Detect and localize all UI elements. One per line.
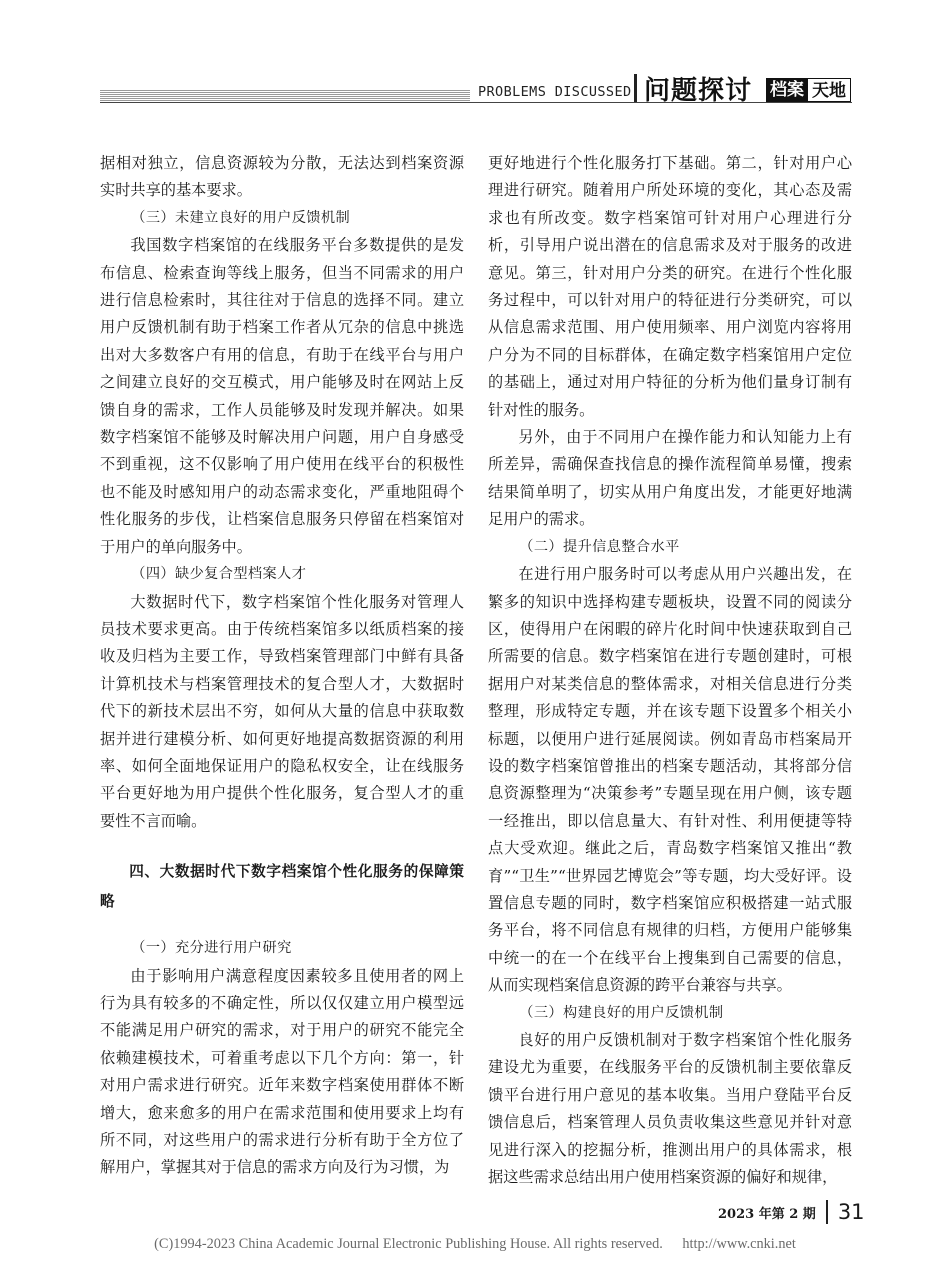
right-column xyxy=(488,150,852,1191)
journal-logo xyxy=(766,78,851,102)
footer-divider xyxy=(826,1200,828,1224)
paragraph: 更好地进行个性化服务打下基础。第二，针对用户心理进行研究。随着用户所处环境的变化，其心态及需求也有所改变。数字档案馆可针对用户心理进行分析，引导用户说出潜在的信息需求及对于服务的改进意见。第三，针对用户分类的研究。在进行个性化服务过程中，可以针对用户的特征进行分类研究，可以从信息需求范围、用户使用频率、用户浏览内容将用户分为不同的目标群体，在确定数字档案馆用户定位的基础上，通过对用户特征的分析为他们量身订制有针对性的服务。 xyxy=(488,154,852,419)
journal-logo-right: 天地 xyxy=(808,78,851,102)
spacer xyxy=(100,835,464,857)
header-english-title: PROBLEMS DISCUSSED xyxy=(478,84,632,100)
paragraph: 在进行用户服务时可以考虑从用户兴趣出发，在繁多的知识中选择构建专题板块，设置不同的阅读分区，使得用户在闲暇的碎片化时间中快速获取到自己所需要的信息。数字档案馆在进行专题创建时，可根据用户对某类信息的整体需求，对相关信息进行分类整理，形成特定专题，并在该专题下设置多个相关小标题，以便用户进行延展阅读。例如青岛市档案局开设的数字档案馆曾推出的档案专题活动，其将部分信息资源整理为“决策参考”专题呈现在用户侧，该专题一经推出，即以信息量大、有针对性、利用便捷等特点大受欢迎。继此之后，青岛数字档案馆又推出“教育”“卫生”“世界园艺博览会”等专题，均大受好评。设置信息专题的同时，数字档案馆应积极搭建一站式服务平台，将不同信息有规律的归档，方便用户能够集中统一的在一个在线平台上搜集到自己需要的信息，从而实现档案信息资源的跨平台兼容与共享。 xyxy=(488,565,852,995)
paragraph: 我国数字档案馆的在线服务平台多数提供的是发布信息、检索查询等线上服务，但当不同需求的用户进行信息检索时，其往往对于信息的选择不同。建立用户反馈机制有助于档案工作者从冗杂的信息中挑选出对大多数客户有用的信息，有助于在线平台与用户之间建立良好的交互模式，用户能够及时在网站上反馈自身的需求，工作人员能够及时发现并解决。如果数字档案馆不能够及时解决用户问题，用户自身感受不到重视，这不仅影响了用户使用在线平台的积极性也不能及时感知用户的动态需求变化，严重地阻碍个性化服务的步伐，让档案信息服务只停留在档案馆对于用户的单向服务中。 xyxy=(100,236,464,556)
paragraph: 由于影响用户满意程度因素较多且使用者的网上行为具有较多的不确定性，所以仅仅建立用户模型远不能满足用户研究的需求，对于用户的研究不能完全依赖建模技术，可着重考虑以下几个方向：第一，针对用户需求进行研究。近年来数字档案使用群体不断增大，愈来愈多的用户在需求范围和使用要求上均有所不同，对这些用户的需求进行分析有助于全方位了解用户，掌握其对于信息的需求方向及行为习惯，为 xyxy=(100,966,464,1177)
subheading: （二）提升信息整合水平 xyxy=(519,538,680,555)
copyright-notice: (C)1994-2023 China Academic Journal Electronic Publishing House. All rights reserved. xyxy=(154,1236,663,1252)
journal-logo-left: 档案 xyxy=(766,78,808,102)
paragraph: 据相对独立，信息资源较为分散，无法达到档案资源实时共享的基本要求。 xyxy=(100,154,464,200)
subheading: （一）充分进行用户研究 xyxy=(131,940,292,957)
paragraph: 另外，由于不同用户在操作能力和认知能力上有所差异，需确保查找信息的操作流程简单易懂，搜索结果简单明了，切实从用户角度出发，才能更好地满足用户的需求。 xyxy=(488,428,852,529)
header-divider xyxy=(634,74,637,102)
paragraph: 良好的用户反馈机制对于数字档案馆个性化服务建设尤为重要，在线服务平台的反馈机制主要依靠反馈平台进行用户意见的基本收集。当用户登陆平台反馈信息后，档案管理人员负责收集这些意见并针对意见进行深入的挖掘分析，推测出用户的具体需求，根据这些需求总结出用户使用档案资源的偏好和规律， xyxy=(488,1031,852,1187)
header-section-title: 问题探讨 xyxy=(644,76,753,106)
subheading: （三）构建良好的用户反馈机制 xyxy=(519,1004,724,1021)
left-column xyxy=(100,150,464,1182)
copyright-line xyxy=(0,1236,950,1253)
page-number: 31 xyxy=(837,1200,865,1224)
paragraph: 大数据时代下，数字档案馆个性化服务对管理人员技术要求更高。由于传统档案馆多以纸质档案的接收及归档为主要工作，导致档案管理部门中鲜有具备计算机技术与档案管理技术的复合型人才，大数据时代下的新技术层出不穷，如何从大量的信息中获取数据并进行建模分析、如何更好地提高数据资源的利用率、如何全面地保证用户的隐私权安全，让在线服务平台更好地为用户提供个性化服务，复合型人才的重要性不言而喻。 xyxy=(100,592,464,830)
header-dotted-rule xyxy=(100,90,470,101)
subheading: （四）缺少复合型档案人才 xyxy=(131,566,307,583)
page-footer xyxy=(718,1200,865,1224)
subheading: （三）未建立良好的用户反馈机制 xyxy=(131,209,351,226)
copyright-url: http://www.cnki.net xyxy=(682,1236,796,1252)
spacer xyxy=(100,917,464,935)
section-heading: 四、大数据时代下数字档案馆个性化服务的保障策略 xyxy=(100,863,464,911)
issue-label: 2023 年第 2 期 xyxy=(718,1206,816,1222)
